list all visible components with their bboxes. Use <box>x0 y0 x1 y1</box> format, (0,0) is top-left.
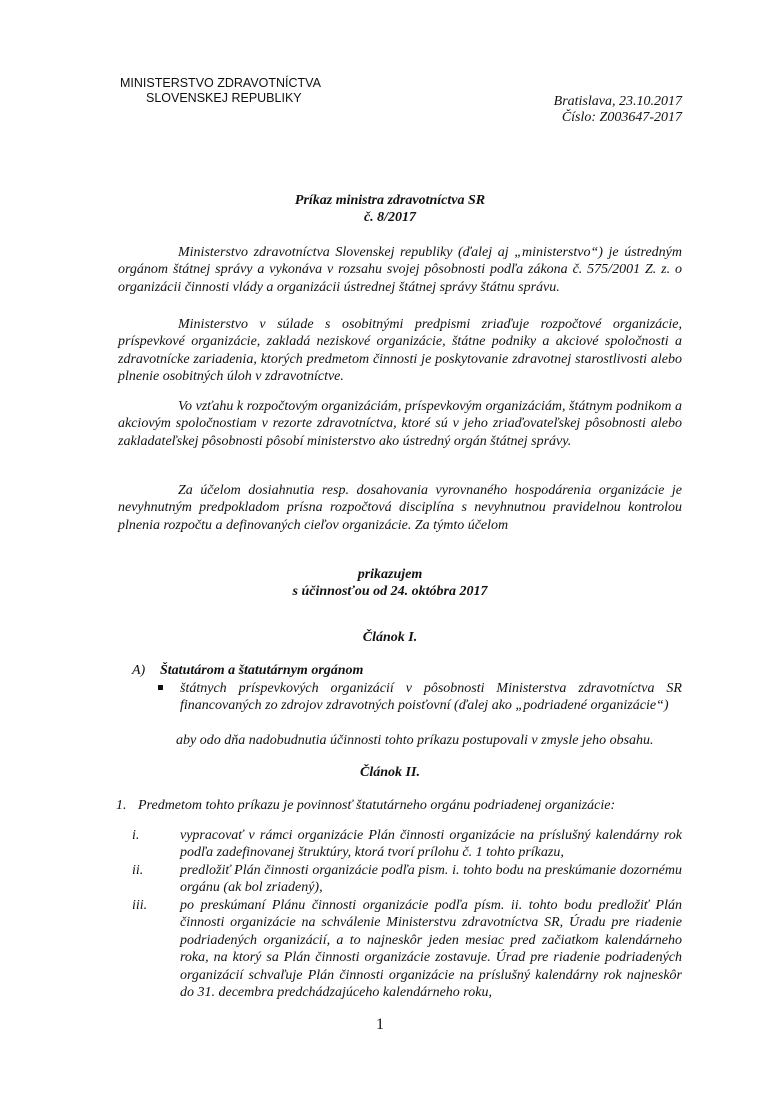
article-1-closing: aby odo dňa nadobudnutia účinnosti tohto príkazu postupovali v zmysle jeho obsahu. <box>176 733 654 748</box>
item-number: 1. <box>116 798 127 813</box>
section-a-label: A) <box>132 663 146 678</box>
subitem-i <box>132 827 682 862</box>
list-item <box>158 680 682 715</box>
subitem-text: vypracovať v rámci organizácie Plán činnosti organizácie na príslušný kalendárny rok podľa zadefinovanej štruktúry, ktorá tvorí prílohu č. 1 tohto príkazu, <box>180 828 682 861</box>
article-1-heading: Článok I. <box>362 630 418 645</box>
intro-paragraph-2: Ministerstvo v súlade s osobitnými predpismi zriaďuje rozpočtové organizácie, príspevkové organizácie, zakladá neziskové organizácie, štátne podniky a akciové spoločnosti a zdravotnícke zariadenia, ktorých predmetom činnosti je poskytovanie zdravotnej starostlivosti alebo plnenie osobitných úloh v zdravotníctve. <box>118 317 682 385</box>
subitem-number: iii. <box>132 898 148 913</box>
subitem-text: predložiť Plán činnosti organizácie podľa pism. i. tohto bodu na preskúmanie dozornému orgánu (ak bol zriadený), <box>180 863 682 896</box>
page-number: 1 <box>376 1016 384 1033</box>
subitem-iii <box>132 897 682 1001</box>
document-number: Číslo: Z003647-2017 <box>561 110 682 125</box>
document-title <box>130 192 650 226</box>
intro-paragraph-1: Ministerstvo zdravotníctva Slovenskej republiky (ďalej aj „ministerstvo“) je ústredným orgánom štátnej správy a vykonáva v rozsahu svojej pôsobnosti podľa zákona č. 575/2001 Z. z. o organizácii činnosti vlády a organizácii ústrednej štátnej správy štátnu správu. <box>118 245 682 295</box>
subitem-number: ii. <box>132 863 144 878</box>
title-line-2: č. 8/2017 <box>363 210 417 225</box>
place-date: Bratislava, 23.10.2017 <box>553 94 682 109</box>
intro-paragraph-3: Vo vzťahu k rozpočtovým organizáciám, príspevkovým organizáciám, štátnym podnikom a akciovým spoločnostiam v rezorte zdravotníctva, ktoré sú v jeho zriaďovateľskej pôsobnosti alebo zakladateľskej pôsobnosti pôsobí ministerstvo ako ústredný orgán štátnej správy. <box>118 399 682 449</box>
order-line-2: s účinnosťou od 24. októbra 2017 <box>292 584 488 599</box>
subitem-ii <box>132 862 682 897</box>
section-a-title: Štatutárom a štatutárnym orgánom <box>160 663 364 678</box>
ministry-line-2: SLOVENSKEJ REPUBLIKY <box>146 91 302 105</box>
ministry-name <box>120 76 380 106</box>
title-line-1: Príkaz ministra zdravotníctva SR <box>294 193 486 208</box>
intro-paragraph-4: Za účelom dosiahnutia resp. dosahovania vyrovnaného hospodárenia organizácie je nevyhnutným predpokladom prísna rozpočtová disciplína s nevyhnutnou pravidelnou kontrolou plnenia rozpočtu a definovaných cieľov organizácie. Za týmto účelom <box>118 483 682 533</box>
ministry-line-1: MINISTERSTVO ZDRAVOTNÍCTVA <box>120 76 321 90</box>
article-2-heading: Článok II. <box>360 765 420 780</box>
subitem-text: po preskúmaní Plánu činnosti organizácie podľa písm. ii. tohto bodu predložiť Plán činnosti organizácie na schválenie Ministerstvu zdravotníctva SR, Úradu pre riadenie podriadených organizácií, a to najneskôr jeden mesiac pred začiatkom kalendárneho roka, na ktorý sa Plán činnosti organizácie zostavuje. Úrad pre riadenie podriadených organizácií schvaľuje Plán činnosti organizácie na príslušný kalendárny rok najneskôr do 31. decembra predchádzajúceho kalendárneho roku, <box>180 898 682 1001</box>
subitem-number: i. <box>132 828 140 843</box>
numbered-item-1 <box>116 797 686 814</box>
item-text: Predmetom tohto príkazu je povinnosť štatutárneho orgánu podriadenej organizácie: <box>138 798 616 813</box>
bullet-icon <box>158 685 163 690</box>
order-line-1: prikazujem <box>357 567 423 582</box>
section-a-heading <box>132 662 363 679</box>
document-meta <box>470 94 682 126</box>
bullet-text: štátnych príspevkových organizácií v pôsobnosti Ministerstva zdravotníctva SR financovaných zo zdrojov zdravotných poisťovní (ďalej ako „podriadené organizácie“) <box>180 681 682 714</box>
order-statement <box>130 566 650 600</box>
